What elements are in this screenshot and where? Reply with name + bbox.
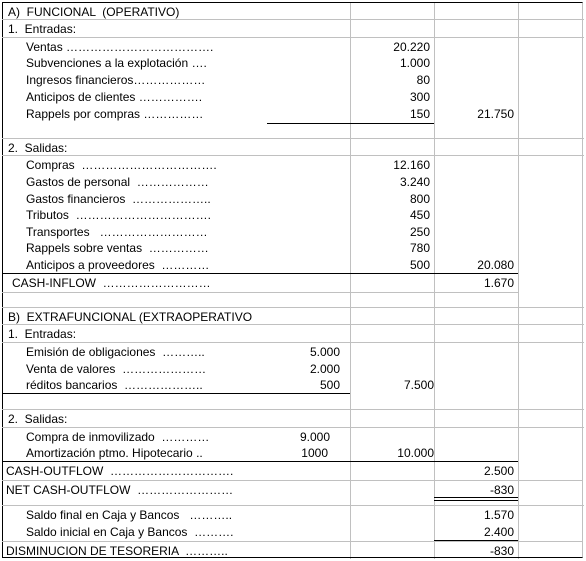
row-value: 80 <box>416 73 430 87</box>
net-cash-outflow-value: -830 <box>489 483 514 497</box>
cash-outflow-value: 2.500 <box>483 464 514 478</box>
double-underline <box>434 497 518 501</box>
cash-inflow-label: CASH-INFLOW ……………………… <box>12 276 211 290</box>
saldo-final-label: Saldo final en Caja y Bancos ……….. <box>26 508 233 522</box>
table-row <box>2 224 584 240</box>
row-divider <box>2 138 584 139</box>
row-label: Amortización ptmo. Hipotecario .. <box>26 446 203 460</box>
cash-outflow-label: CASH-OUTFLOW …………………………. <box>6 464 234 478</box>
row-label: Ingresos financieros……………… <box>26 73 206 87</box>
disminucion-label: DISMINUCION DE TESORERIA ……….. <box>6 544 228 558</box>
section-a-entradas-label: 1. Entradas: <box>8 22 77 36</box>
saldo-inicial-label: Saldo inicial en Caja y Bancos ………. <box>26 525 234 539</box>
row-sub-value: 2.000 <box>309 362 340 376</box>
table-row <box>2 207 584 223</box>
row-value: 300 <box>409 90 430 104</box>
section-a-entradas-row <box>2 21 584 37</box>
row-value: 10.000 <box>397 446 434 460</box>
cash-inflow-value: 1.670 <box>483 276 514 290</box>
row-divider <box>2 324 584 325</box>
row-divider <box>2 19 584 20</box>
cash-inflow-row <box>2 275 584 291</box>
row-label: Compra de inmovilizado ………… <box>26 430 210 444</box>
row-label: Tributos ……………………………. <box>26 208 211 222</box>
cash-outflow-row <box>2 463 584 479</box>
row-value: 150 <box>409 107 430 121</box>
row-sub-value: 5.000 <box>309 345 340 359</box>
row-value: 7.500 <box>403 378 434 392</box>
subtotal-underline <box>2 461 518 462</box>
row-value: 1.000 <box>399 56 430 70</box>
row-divider <box>2 155 584 156</box>
row-divider <box>2 480 583 481</box>
saldo-inicial-row <box>2 524 584 540</box>
row-sub-value: 9.000 <box>299 430 330 444</box>
row-divider <box>2 505 584 506</box>
row-label: Venta de valores ………………… <box>26 362 207 376</box>
row-value: 500 <box>409 258 430 272</box>
table-row <box>2 174 584 190</box>
row-divider <box>2 37 584 38</box>
row-divider <box>2 342 584 343</box>
subtotal-underline <box>2 393 350 394</box>
section-b-entradas-label: 1. Entradas: <box>8 327 77 341</box>
spreadsheet <box>2 2 584 559</box>
row-sub-value: 1000 <box>301 446 328 460</box>
row-label: Gastos financieros ……………….. <box>26 192 211 206</box>
row-divider <box>2 307 584 308</box>
row-label: Anticipos a proveedores ………… <box>26 258 210 272</box>
table-row <box>2 445 584 461</box>
table-row <box>2 344 584 360</box>
row-label: réditos bancarios ……………….. <box>26 378 203 392</box>
row-value: 20.220 <box>393 40 430 54</box>
table-row <box>2 257 584 273</box>
saldo-final-row <box>2 507 584 523</box>
section-a-salidas-label: 2. Salidas: <box>8 141 68 155</box>
row-value: 250 <box>409 225 430 239</box>
section-b-salidas-row <box>2 411 584 427</box>
section-a-title-row <box>2 4 584 20</box>
saldo-inicial-value: 2.400 <box>483 525 514 539</box>
net-cash-outflow-label: NET CASH-OUTFLOW …………………… <box>6 483 234 497</box>
row-divider <box>2 427 584 428</box>
table-row <box>2 89 584 105</box>
row-total: 21.750 <box>477 107 514 121</box>
row-label: Gastos de personal ……………… <box>26 175 209 189</box>
table-row <box>2 191 584 207</box>
table-row <box>2 361 584 377</box>
row-divider <box>2 409 584 410</box>
row-label: Emisión de obligaciones ……….. <box>26 345 205 359</box>
row-value: 800 <box>409 192 430 206</box>
row-label: Anticipos de clientes ……………. <box>26 90 203 104</box>
row-total: 20.080 <box>477 258 514 272</box>
row-label: Subvenciones a la explotación …. <box>26 56 207 70</box>
net-cash-outflow-row <box>2 482 584 498</box>
row-label: Transportes ……………………… <box>26 225 208 239</box>
table-row <box>2 429 584 445</box>
section-b-title: B) EXTRAFUNCIONAL (EXTRAOPERATIVO <box>8 310 253 324</box>
table-row <box>2 72 584 88</box>
row-value: 780 <box>409 241 430 255</box>
subtotal-underline <box>2 273 518 274</box>
section-b-title-row <box>2 309 584 325</box>
row-label: Rappels sobre ventas …………… <box>26 241 209 255</box>
table-row <box>2 39 584 55</box>
row-sub-value: 500 <box>319 378 340 392</box>
table-row <box>2 240 584 256</box>
section-a-salidas-row <box>2 140 584 156</box>
row-divider <box>2 292 518 293</box>
subtotal-underline <box>267 123 434 124</box>
saldo-final-value: 1.570 <box>483 508 514 522</box>
row-label: Compras ……………………………. <box>26 158 217 172</box>
table-row <box>2 55 584 71</box>
table-row <box>2 377 584 393</box>
row-label: Ventas ………………………………. <box>26 40 214 54</box>
disminucion-value: -830 <box>489 544 514 558</box>
section-b-salidas-label: 2. Salidas: <box>8 412 68 426</box>
section-a-title: A) FUNCIONAL (OPERATIVO) <box>8 5 180 19</box>
table-row <box>2 106 584 122</box>
row-divider <box>2 541 583 542</box>
table-row <box>2 157 584 173</box>
section-b-entradas-row <box>2 326 584 342</box>
disminucion-row <box>2 543 584 559</box>
row-value: 3.240 <box>399 175 430 189</box>
row-value: 12.160 <box>393 158 430 172</box>
row-label: Rappels por compras …………… <box>26 107 204 121</box>
row-value: 450 <box>409 208 430 222</box>
